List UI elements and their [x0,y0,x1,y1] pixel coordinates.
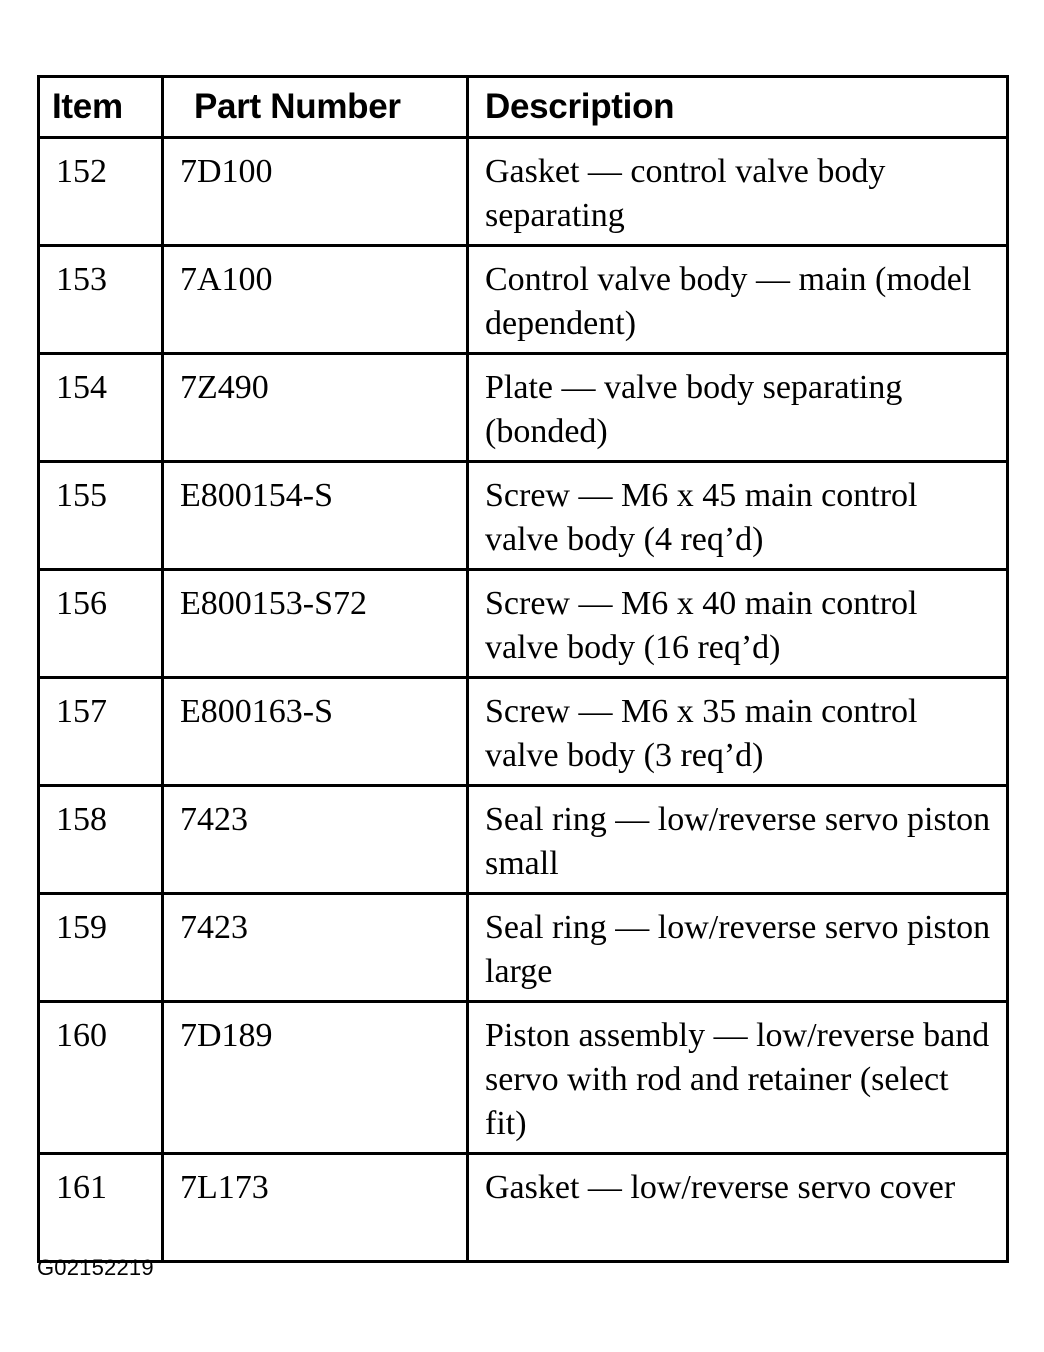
description-cell: Gasket — low/reverse servo cover [468,1154,1008,1262]
description-cell: Plate — valve body separating (bonded) [468,354,1008,462]
table-row [39,678,1008,786]
item-cell: 161 [39,1154,163,1262]
table-row [39,1002,1008,1154]
description-cell: Piston assembly — low/reverse band servo with rod and retainer (select fit) [468,1002,1008,1154]
description-cell: Gasket — control valve body separating [468,138,1008,246]
part-number-cell: 7D100 [163,138,468,246]
part-number-cell: E800163-S [163,678,468,786]
table-row [39,1154,1008,1262]
description-cell: Screw — M6 x 45 main control valve body (4 req’d) [468,462,1008,570]
item-cell: 156 [39,570,163,678]
table-row [39,246,1008,354]
part-number-cell: 7423 [163,786,468,894]
description-cell: Seal ring — low/reverse servo piston small [468,786,1008,894]
table-row [39,462,1008,570]
item-cell: 155 [39,462,163,570]
item-cell: 153 [39,246,163,354]
part-number-cell: 7A100 [163,246,468,354]
table-row [39,138,1008,246]
part-number-cell: 7Z490 [163,354,468,462]
description-cell: Seal ring — low/reverse servo piston large [468,894,1008,1002]
item-cell: 158 [39,786,163,894]
description-cell: Screw — M6 x 35 main control valve body (3 req’d) [468,678,1008,786]
figure-id: G02152219 [37,1255,154,1280]
item-cell: 159 [39,894,163,1002]
header-item: Item [39,77,163,138]
part-number-cell: E800153-S72 [163,570,468,678]
part-number-cell: E800154-S [163,462,468,570]
table-row [39,570,1008,678]
item-cell: 152 [39,138,163,246]
table-row [39,894,1008,1002]
parts-table [37,75,1009,1263]
header-description: Description [468,77,1008,138]
part-number-cell: 7L173 [163,1154,468,1262]
table-row [39,354,1008,462]
item-cell: 157 [39,678,163,786]
header-part-number: Part Number [163,77,468,138]
header-row [39,77,1008,138]
description-cell: Control valve body — main (model dependent) [468,246,1008,354]
table-row [39,786,1008,894]
part-number-cell: 7D189 [163,1002,468,1154]
description-cell: Screw — M6 x 40 main control valve body (16 req’d) [468,570,1008,678]
part-number-cell: 7423 [163,894,468,1002]
item-cell: 154 [39,354,163,462]
item-cell: 160 [39,1002,163,1154]
